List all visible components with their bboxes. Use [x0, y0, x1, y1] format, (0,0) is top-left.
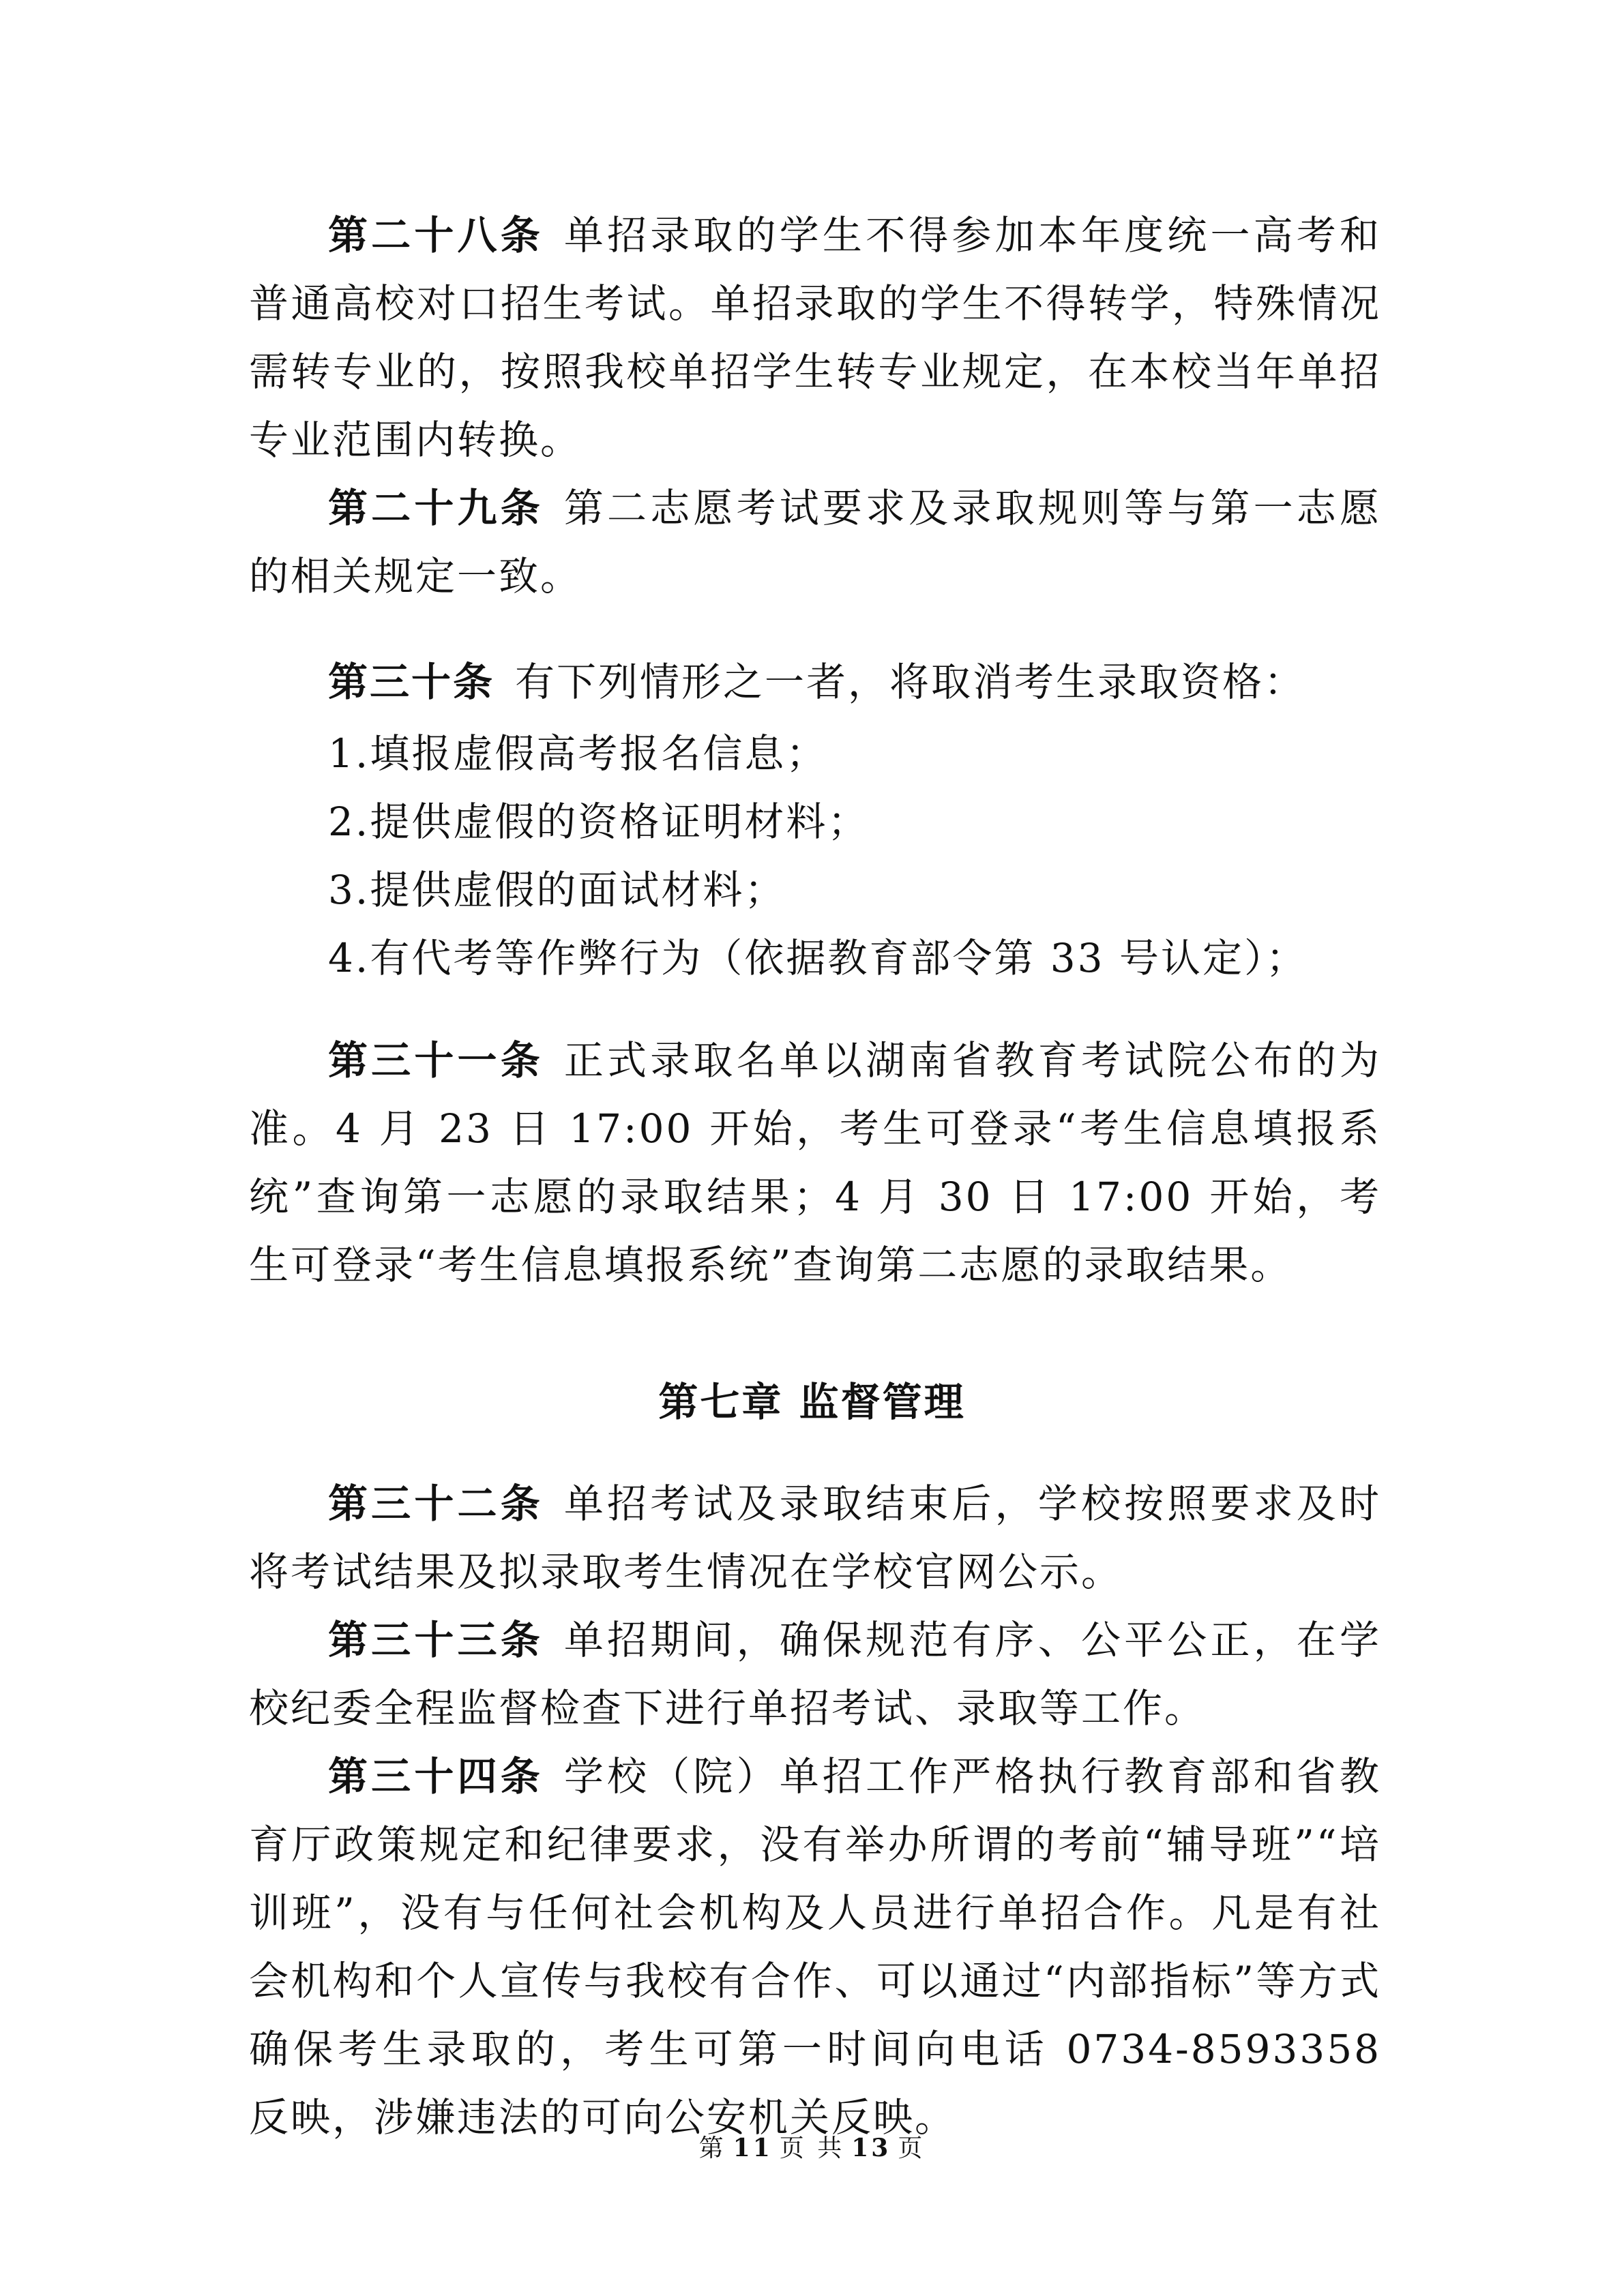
- chapter-title: 第七章 监督管理: [658, 1379, 966, 1425]
- article-text: 学校（院）单招工作严格执行教育部和省教育厅政策规定和纪律要求，没有举办所谓的考前“辅导班”“培训班”，没有与任何社会机构及人员进行单招合作。凡是有社会机构和个人宣传与我校有合作、可以通过“内部指标”等方式确保考生录取的，考生可第一时间向电话 0734-8593358 反映，涉嫌违法的可向公安机关反映。: [249, 1753, 1381, 2141]
- article-32: [249, 1470, 1381, 1606]
- footer-prefix: 第: [698, 2134, 726, 2162]
- total-page-number: 13: [851, 2134, 891, 2162]
- list-item: 2.提供虚假的资格证明材料；: [328, 799, 870, 845]
- article-28: [249, 201, 1381, 474]
- article-text: 单招考试及录取结束后，学校按照要求及时将考试结果及拟录取考生情况在学校官网公示。: [249, 1480, 1381, 1595]
- article-31: [249, 1026, 1381, 1299]
- article-text: 单招期间，确保规范有序、公平公正，在学校纪委全程监督检查下进行单招考试、录取等工作。: [249, 1617, 1381, 1731]
- article-label: 第三十四条: [328, 1753, 544, 1800]
- footer-middle: 页 共: [779, 2134, 845, 2162]
- article-text: 有下列情形之一者，将取消考生录取资格：: [515, 659, 1306, 705]
- list-item: 1.填报虚假高考报名信息；: [328, 730, 828, 777]
- article-label: 第三十条: [328, 659, 495, 705]
- current-page-number: 11: [733, 2134, 773, 2162]
- list-item: 4.有代考等作弊行为（依据教育部令第 33 号认定）；: [328, 935, 1308, 981]
- article-label: 第二十九条: [328, 485, 544, 531]
- article-30: [249, 648, 1381, 716]
- article-29: [249, 474, 1381, 610]
- article-33: [249, 1606, 1381, 1742]
- page-footer: [0, 2131, 1624, 2166]
- article-label: 第三十二条: [328, 1480, 544, 1527]
- list-item: 3.提供虚假的面试材料；: [328, 867, 786, 913]
- article-label: 第二十八条: [328, 212, 544, 258]
- footer-suffix: 页: [898, 2134, 926, 2162]
- article-text: 单招录取的学生不得参加本年度统一高考和普通高校对口招生考试。单招录取的学生不得转学，特殊情况需转专业的，按照我校单招学生转专业规定，在本校当年单招专业范围内转换。: [249, 212, 1381, 463]
- article-label: 第三十一条: [328, 1037, 544, 1084]
- article-34: [249, 1742, 1381, 2151]
- article-text: 第二志愿考试要求及录取规则等与第一志愿的相关规定一致。: [249, 485, 1381, 599]
- article-label: 第三十三条: [328, 1617, 544, 1663]
- article-text: 正式录取名单以湖南省教育考试院公布的为准。4 月 23 日 17:00 开始，考生可登录“考生信息填报系统”查询第一志愿的录取结果；4 月 30 日 17:00 开始，考生可登录“考生信息填报系统”查询第二志愿的录取结果。: [249, 1037, 1381, 1288]
